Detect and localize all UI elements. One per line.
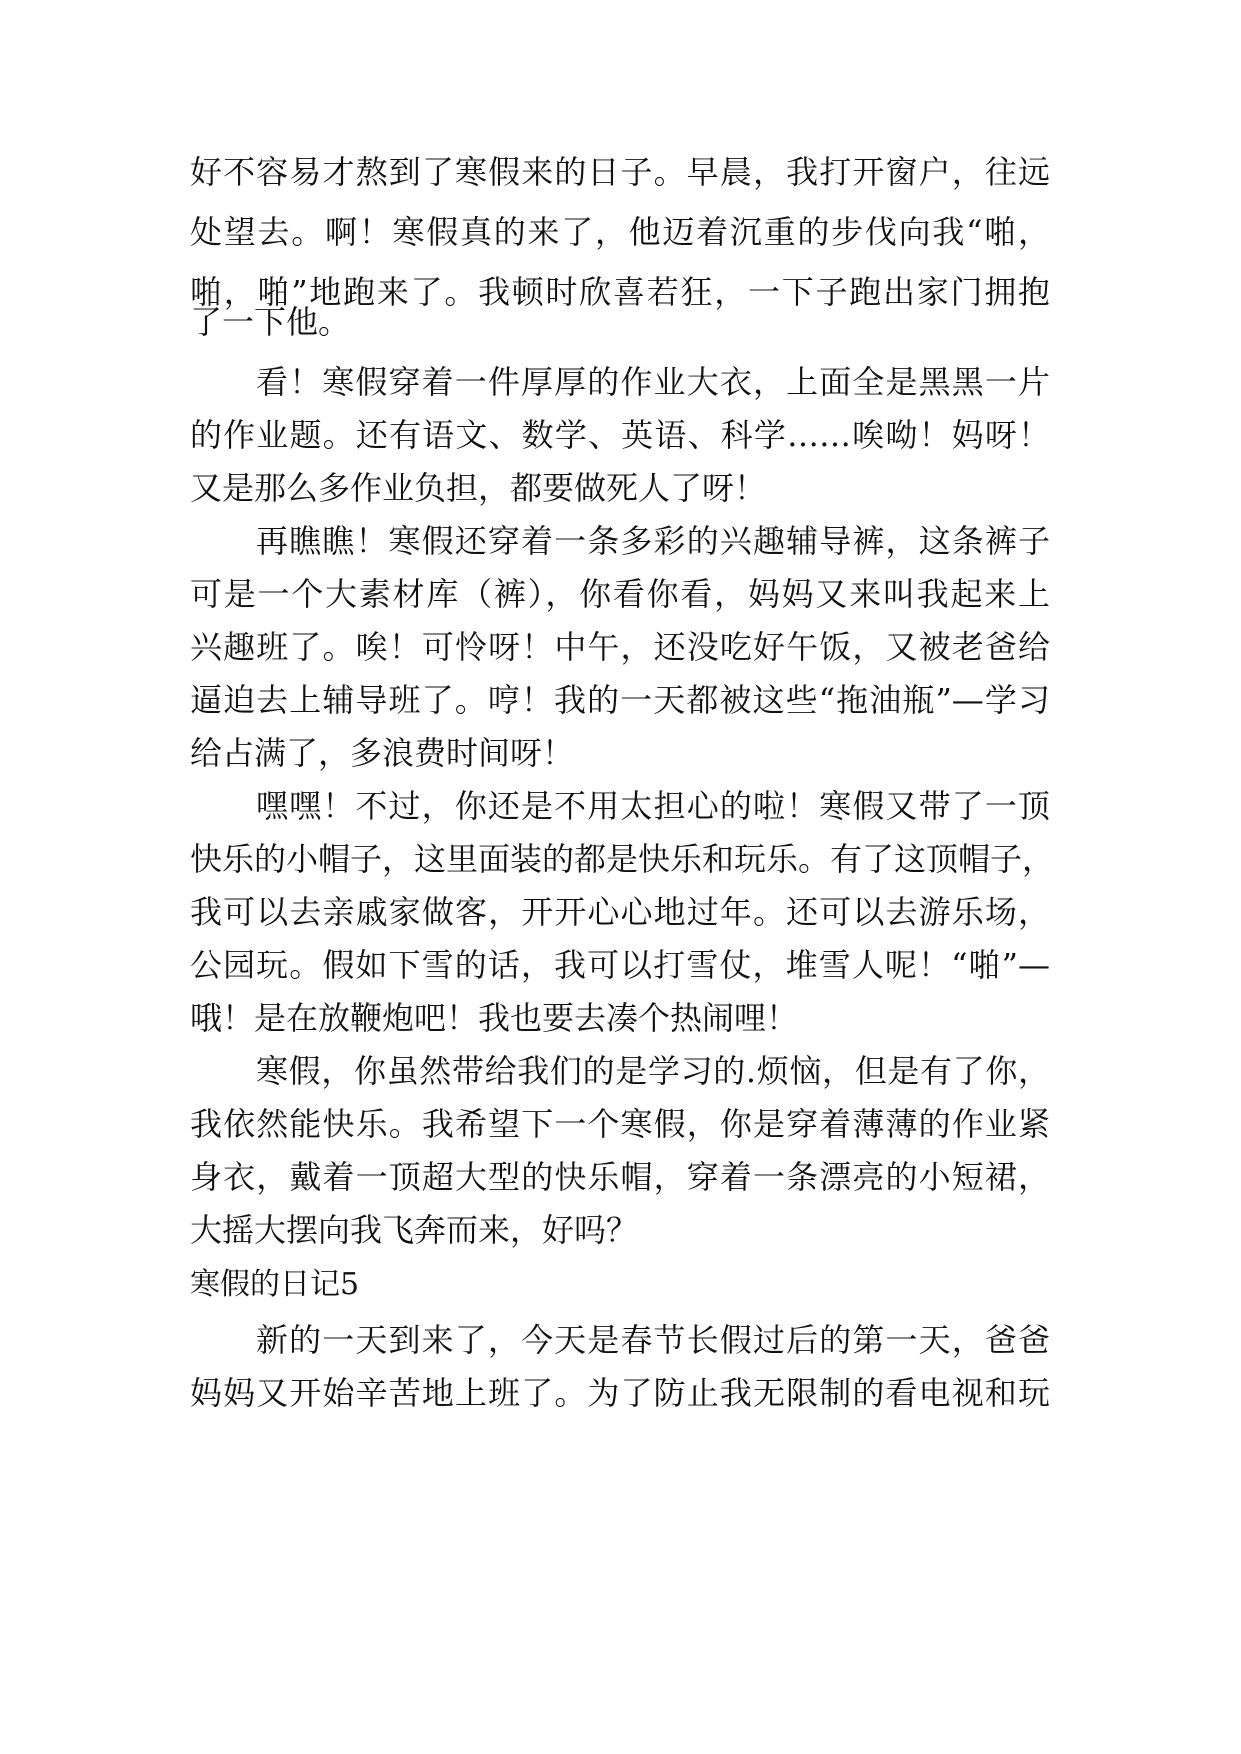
text-line: 可是一个大素材库（裤），你看你看，妈妈又来叫我起来上 — [190, 575, 1050, 613]
text-line: 好不容易才熬到了寒假来的日子。早晨，我打开窗户，往远 — [190, 153, 1050, 191]
text-line: 我依然能快乐。我希望下一个寒假，你是穿着薄薄的作业紧 — [190, 1105, 1050, 1143]
section-heading: 寒假的日记5 — [190, 1267, 360, 1302]
text-line: 妈妈又开始辛苦地上班了。为了防止我无限制的看电视和玩 — [190, 1374, 1050, 1412]
text-line: 公园玩。假如下雪的话，我可以打雪仗，堆雪人呢！“啪”— — [190, 946, 1050, 984]
text-line: 又是那么多作业负担，都要做死人了呀！ — [190, 469, 767, 507]
text-line: 嘿嘿！不过，你还是不用太担心的啦！寒假又带了一顶 — [256, 787, 1050, 825]
text-line: 逼迫去上辅导班了。哼！我的一天都被这些“拖油瓶”—学习 — [190, 681, 1050, 719]
text-line: 再瞧瞧！寒假还穿着一条多彩的兴趣辅导裤，这条裤子 — [256, 522, 1050, 560]
text-line: 处望去。啊！寒假真的来了，他迈着沉重的步伐向我“啪， — [190, 213, 1050, 251]
text-line: 新的一天到来了，今天是春节长假过后的第一天，爸爸 — [256, 1321, 1050, 1359]
text-line: 看！寒假穿着一件厚厚的作业大衣，上面全是黑黑一片 — [256, 363, 1050, 401]
text-line: 了一下他。 — [190, 303, 351, 341]
text-line: 我可以去亲戚家做客，开开心心地过年。还可以去游乐场， — [190, 893, 1050, 931]
text-line: 哦！是在放鞭炮吧！我也要去凑个热闹哩！ — [190, 999, 799, 1037]
text-line: 兴趣班了。唉！可怜呀！中午，还没吃好午饭，又被老爸给 — [190, 628, 1050, 666]
text-line: 身衣，戴着一顶超大型的快乐帽，穿着一条漂亮的小短裙， — [190, 1158, 1050, 1196]
text-line: 啪，啪”地跑来了。我顿时欣喜若狂，一下子跑出家门拥抱 — [190, 273, 1050, 311]
text-line: 的作业题。还有语文、数学、英语、科学……唉呦！妈呀！ — [190, 416, 1050, 454]
text-line: 快乐的小帽子，这里面装的都是快乐和玩乐。有了这顶帽子， — [190, 840, 1055, 878]
text-line: 给占满了，多浪费时间呀！ — [190, 734, 575, 772]
text-line: 大摇大摆向我飞奔而来，好吗？ — [190, 1211, 639, 1249]
text-line: 寒假，你虽然带给我们的是学习的.烦恼，但是有了你， — [256, 1052, 1050, 1090]
